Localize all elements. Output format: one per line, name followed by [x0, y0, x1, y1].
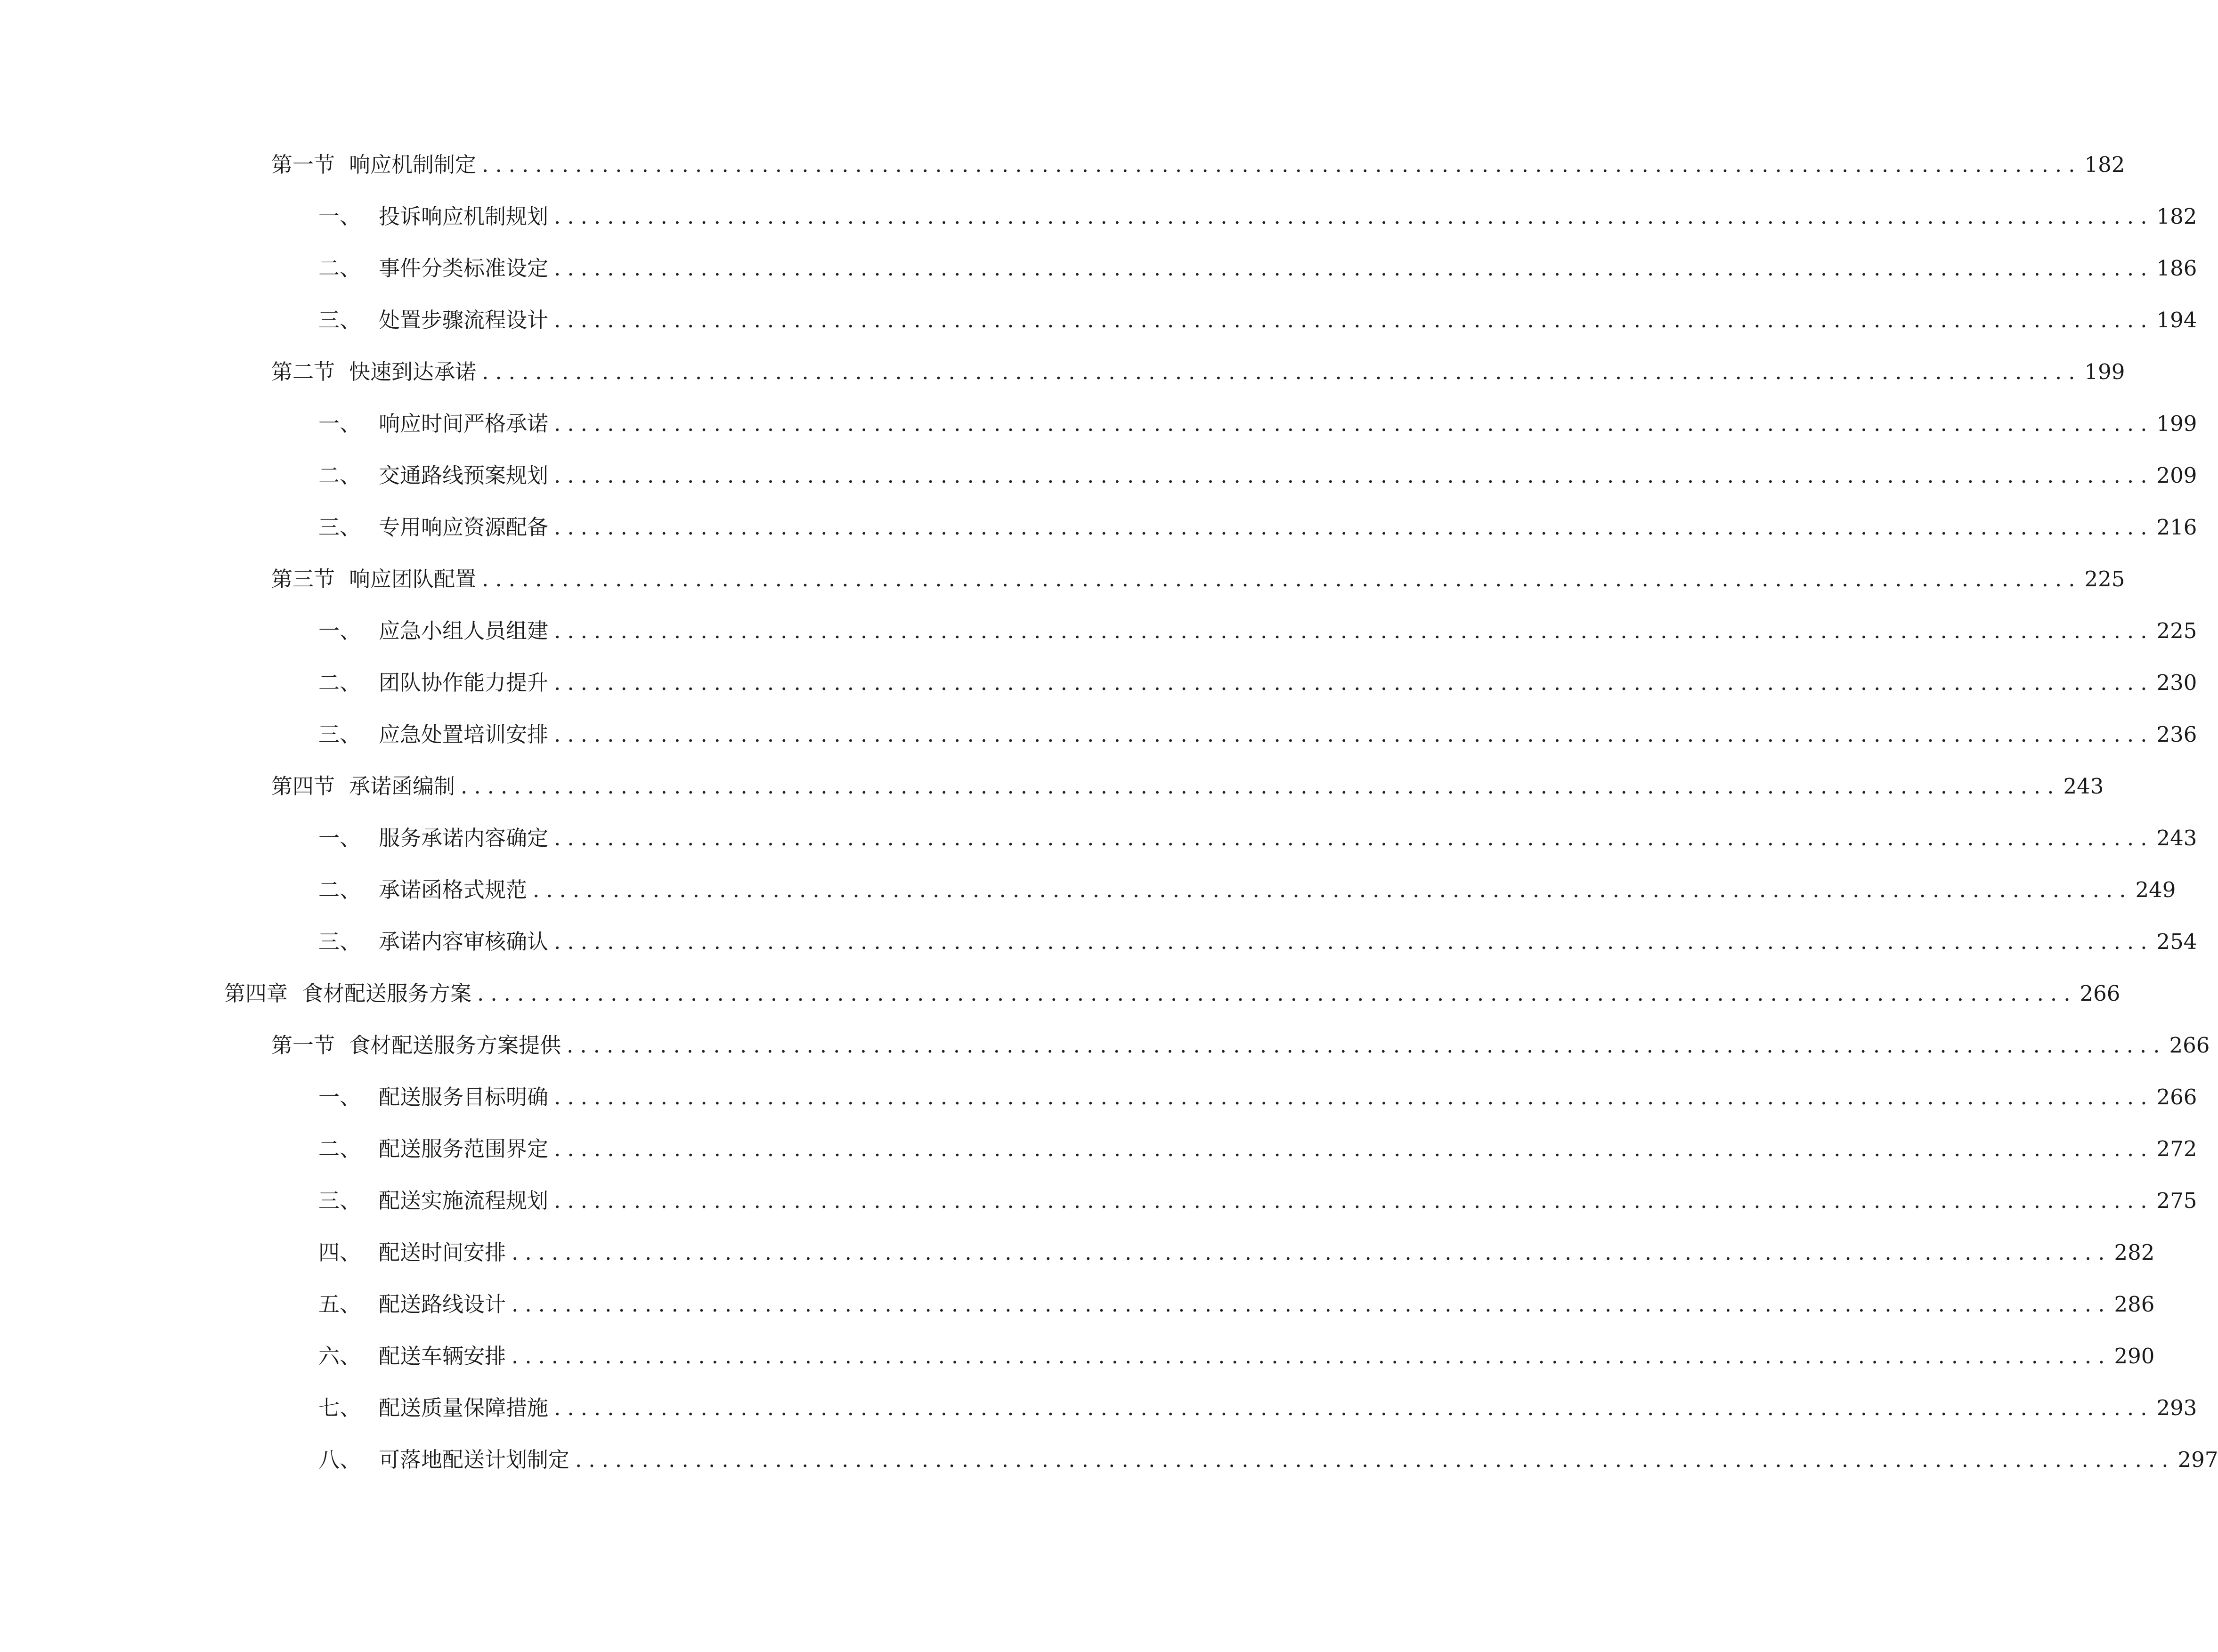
toc-leader-dots: ........................................................................................................................ — [554, 411, 2154, 436]
toc-entry-page: 209 — [2156, 463, 2197, 488]
toc-leader-dots: ........................................................................................................................ — [554, 1136, 2154, 1161]
toc-entry-number: 第一节 — [271, 152, 335, 177]
toc-entry-number: 二、 — [318, 1136, 361, 1161]
toc-entry-page: 236 — [2156, 722, 2197, 747]
toc-entry-number: 五、 — [318, 1292, 361, 1317]
toc-entry[interactable] — [318, 819, 2197, 857]
toc-entry-number: 一、 — [318, 826, 361, 850]
toc-entry-number: 六、 — [318, 1344, 361, 1369]
toc-entry[interactable] — [271, 146, 2125, 184]
toc-entry-number: 七、 — [318, 1395, 361, 1420]
toc-leader-dots: ........................................................................................................................ — [554, 256, 2154, 281]
toc-entry[interactable] — [318, 405, 2197, 443]
toc-entry[interactable] — [318, 198, 2197, 235]
toc-entry[interactable] — [318, 1389, 2197, 1427]
toc-entry-label — [271, 768, 455, 805]
toc-entry-title: 响应时间严格承诺 — [379, 411, 549, 436]
toc-entry-label — [318, 612, 548, 650]
toc-entry-page: 216 — [2156, 515, 2197, 540]
toc-entry-label — [318, 1441, 569, 1479]
toc-entry[interactable] — [318, 1337, 2155, 1375]
toc-entry-number: 第二节 — [271, 359, 335, 384]
toc-entry-title: 配送车辆安排 — [379, 1344, 506, 1369]
toc-entry-number: 二、 — [318, 256, 361, 281]
toc-entry-title: 专用响应资源配备 — [379, 515, 549, 540]
toc-entry-page: 199 — [2156, 411, 2197, 436]
toc-leader-dots: ........................................................................................................................ — [482, 359, 2082, 384]
toc-entry[interactable] — [318, 612, 2197, 650]
toc-entry-label — [318, 1337, 506, 1375]
toc-entry-page: 243 — [2063, 774, 2104, 799]
toc-entry-number: 三、 — [318, 1188, 361, 1213]
toc-entry-title: 食材配送服务方案提供 — [349, 1033, 561, 1058]
toc-entry-number: 三、 — [318, 308, 361, 332]
toc-entry[interactable] — [271, 560, 2125, 598]
toc-entry[interactable] — [318, 1182, 2197, 1220]
toc-entry[interactable] — [318, 664, 2197, 702]
toc-entry-label — [318, 1182, 548, 1220]
toc-entry-title: 配送质量保障措施 — [379, 1395, 549, 1420]
toc-entry-page: 225 — [2156, 618, 2197, 643]
toc-entry-page: 282 — [2114, 1240, 2155, 1265]
toc-entry[interactable] — [271, 1027, 2210, 1064]
toc-leader-dots: ........................................................................................................................ — [512, 1240, 2112, 1265]
toc-entry-title: 配送实施流程规划 — [379, 1188, 549, 1213]
toc-entry-label — [271, 1027, 561, 1064]
toc-leader-dots: ........................................................................................................................ — [477, 981, 2077, 1006]
toc-entry-number: 第四节 — [271, 774, 335, 799]
toc-entry-number: 一、 — [318, 204, 361, 229]
toc-entry-page: 194 — [2156, 308, 2197, 332]
toc-leader-dots: ........................................................................................................................ — [554, 1085, 2154, 1109]
toc-entry-title: 配送服务范围界定 — [379, 1136, 549, 1161]
toc-leader-dots: ........................................................................................................................ — [554, 670, 2154, 695]
toc-entry-page: 225 — [2084, 567, 2125, 591]
toc-leader-dots: ........................................................................................................................ — [554, 204, 2154, 229]
toc-entry-label — [318, 1286, 506, 1323]
toc-entry[interactable] — [318, 1078, 2197, 1116]
toc-leader-dots: ........................................................................................................................ — [554, 1188, 2154, 1213]
toc-leader-dots: ........................................................................................................................ — [533, 877, 2133, 902]
toc-entry-title: 承诺函编制 — [349, 774, 455, 799]
toc-leader-dots: ........................................................................................................................ — [554, 618, 2154, 643]
toc-entry-title: 配送时间安排 — [379, 1240, 506, 1265]
toc-entry-number: 一、 — [318, 1085, 361, 1109]
toc-entry-number: 二、 — [318, 877, 361, 902]
toc-leader-dots: ........................................................................................................................ — [461, 774, 2061, 799]
toc-entry-page: 272 — [2156, 1136, 2197, 1161]
toc-entry-title: 投诉响应机制规划 — [379, 204, 549, 229]
toc-entry-label — [318, 819, 548, 857]
toc-entry-title: 响应机制制定 — [349, 152, 477, 177]
toc-leader-dots: ........................................................................................................................ — [554, 515, 2154, 540]
toc-entry-page: 182 — [2084, 152, 2125, 177]
toc-leader-dots: ........................................................................................................................ — [512, 1292, 2112, 1317]
toc-leader-dots: ........................................................................................................................ — [554, 1395, 2154, 1420]
toc-entry[interactable] — [318, 301, 2197, 339]
toc-entry[interactable] — [318, 871, 2176, 909]
toc-entry-label — [271, 146, 476, 184]
toc-entry[interactable] — [318, 1286, 2155, 1323]
toc-leader-dots: ........................................................................................................................ — [554, 722, 2154, 747]
toc-entry-title: 配送路线设计 — [379, 1292, 506, 1317]
toc-entry-label — [271, 353, 476, 391]
toc-entry-page: 297 — [2177, 1447, 2218, 1472]
toc-entry-page: 293 — [2156, 1395, 2197, 1420]
toc-entry-title: 可落地配送计划制定 — [379, 1447, 570, 1472]
toc-entry[interactable] — [318, 923, 2197, 961]
toc-entry-title: 承诺内容审核确认 — [379, 929, 549, 954]
toc-entry-page: 286 — [2114, 1292, 2155, 1317]
toc-entry-title: 团队协作能力提升 — [379, 670, 549, 695]
toc-entry[interactable] — [224, 975, 2121, 1012]
toc-entry-number: 四、 — [318, 1240, 361, 1265]
toc-entry-label — [318, 405, 548, 443]
toc-entry-label — [318, 923, 548, 961]
toc-entry-page: 266 — [2156, 1085, 2197, 1109]
toc-leader-dots: ........................................................................................................................ — [575, 1447, 2175, 1472]
toc-entry-title: 应急小组人员组建 — [379, 618, 549, 643]
toc-entry-label — [318, 509, 548, 546]
toc-entry[interactable] — [318, 509, 2197, 546]
toc-leader-dots: ........................................................................................................................ — [512, 1344, 2112, 1369]
toc-entry[interactable] — [271, 353, 2125, 391]
toc-entry-title: 承诺函格式规范 — [379, 877, 528, 902]
toc-entry[interactable] — [318, 716, 2197, 753]
toc-entry-label — [318, 664, 548, 702]
toc-entry-number: 二、 — [318, 670, 361, 695]
toc-entry-page: 230 — [2156, 670, 2197, 695]
toc-entry-label — [318, 1078, 548, 1116]
toc-entry-number: 三、 — [318, 515, 361, 540]
toc-leader-dots: ........................................................................................................................ — [554, 929, 2154, 954]
toc-entry[interactable] — [318, 1234, 2155, 1271]
toc-leader-dots: ........................................................................................................................ — [554, 826, 2154, 850]
toc-entry-page: 266 — [2080, 981, 2121, 1006]
toc-entry[interactable] — [271, 768, 2104, 805]
toc-entry-number: 二、 — [318, 463, 361, 488]
toc-entry-title: 交通路线预案规划 — [379, 463, 549, 488]
toc-entry-title: 处置步骤流程设计 — [379, 308, 549, 332]
toc-entry-label — [318, 457, 548, 494]
toc-entry-number: 第一节 — [271, 1033, 335, 1058]
toc-entry-label — [318, 716, 548, 753]
toc-entry-page: 249 — [2135, 877, 2176, 902]
toc-entry-page: 243 — [2156, 826, 2197, 850]
toc-entry-page: 199 — [2084, 359, 2125, 384]
toc-leader-dots: ........................................................................................................................ — [567, 1033, 2167, 1058]
toc-entry-title: 服务承诺内容确定 — [379, 826, 549, 850]
toc-leader-dots: ........................................................................................................................ — [482, 152, 2082, 177]
toc-entry-title: 食材配送服务方案 — [302, 981, 472, 1006]
toc-entry-number: 三、 — [318, 929, 361, 954]
toc-entry-number: 一、 — [318, 618, 361, 643]
toc-entry-label — [318, 1389, 548, 1427]
toc-entry-number: 八、 — [318, 1447, 361, 1472]
toc-entry-page: 290 — [2114, 1344, 2155, 1369]
toc-entry-title: 配送服务目标明确 — [379, 1085, 549, 1109]
toc-entry-label — [318, 1234, 506, 1271]
toc-entry-number: 三、 — [318, 722, 361, 747]
toc-entry-label — [318, 250, 548, 287]
toc-entry-page: 266 — [2169, 1033, 2210, 1058]
toc-entry-label — [318, 301, 548, 339]
toc-entry-number: 一、 — [318, 411, 361, 436]
toc-entry-label — [318, 1130, 548, 1168]
toc-entry-label — [224, 975, 471, 1012]
toc-entry-page: 182 — [2156, 204, 2197, 229]
toc-entry-label — [318, 198, 548, 235]
toc-entry-title: 快速到达承诺 — [349, 359, 477, 384]
toc-entry-title: 应急处置培训安排 — [379, 722, 549, 747]
toc-entry[interactable] — [318, 457, 2197, 494]
toc-entry-title: 响应团队配置 — [349, 567, 477, 591]
toc-entry-page: 186 — [2156, 256, 2197, 281]
toc-entry[interactable] — [318, 1130, 2197, 1168]
toc-leader-dots: ........................................................................................................................ — [554, 463, 2154, 488]
toc-entry-page: 275 — [2156, 1188, 2197, 1213]
toc-entry-title: 事件分类标准设定 — [379, 256, 549, 281]
toc-entry-page: 254 — [2156, 929, 2197, 954]
toc-entry-number: 第三节 — [271, 567, 335, 591]
toc-entry[interactable] — [318, 250, 2197, 287]
toc-leader-dots: ........................................................................................................................ — [554, 308, 2154, 332]
toc-entry-label — [271, 560, 476, 598]
toc-entry[interactable] — [318, 1441, 2218, 1479]
toc-entry-number: 第四章 — [224, 981, 288, 1006]
toc-entry-label — [318, 871, 527, 909]
toc-leader-dots: ........................................................................................................................ — [482, 567, 2082, 591]
